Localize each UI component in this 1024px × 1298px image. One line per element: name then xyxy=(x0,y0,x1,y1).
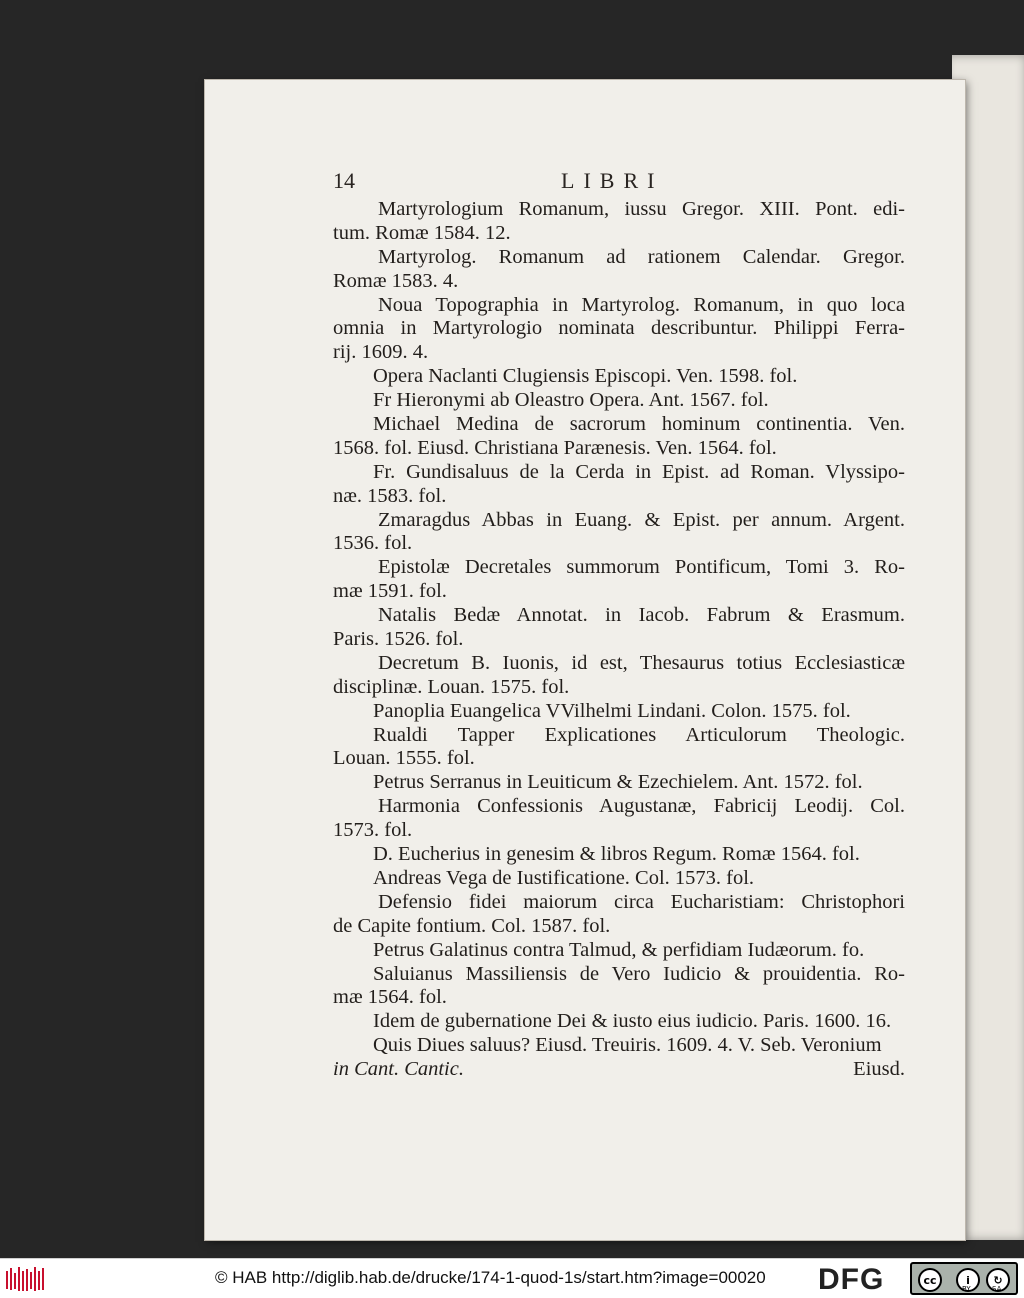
text-line: 1568. fol. Eiusd. Christiana Parænesis. Ven. 1564. fol. xyxy=(333,436,777,459)
book-page xyxy=(205,80,965,1240)
text-line: Michael Medina de sacrorum hominum continentia. Ven. xyxy=(373,413,905,436)
text-line: Opera Naclanti Clugiensis Episcopi. Ven. 1598. fol. xyxy=(373,365,798,388)
share-alike-icon: ↻ xyxy=(986,1268,1010,1292)
dfg-logo[interactable]: DFG xyxy=(818,1263,885,1296)
text-line: Fr Hieronymi ab Oleastro Opera. Ant. 1567. fol. xyxy=(373,389,769,412)
text-line: Harmonia Confessionis Augustanæ, Fabricij Leodij. Col. xyxy=(378,795,905,818)
text-line: de Capite fontium. Col. 1587. fol. xyxy=(333,914,611,937)
text-line: Petrus Serranus in Leuiticum & Ezechielem. Ant. 1572. fol. xyxy=(373,771,863,794)
text-line: Andreas Vega de Iustificatione. Col. 1573. fol. xyxy=(373,866,755,889)
text-line: Defensio fidei maiorum circa Eucharistiam: Christophori xyxy=(378,890,905,913)
page-header xyxy=(333,168,893,198)
text-line: Zmaragdus Abbas in Euang. & Epist. per annum. Argent. xyxy=(378,508,905,531)
page-number: 14 xyxy=(333,168,355,193)
running-head: LIBRI xyxy=(561,168,664,193)
text-line: Paris. 1526. fol. xyxy=(333,628,464,651)
text-line: Romæ 1583. 4. xyxy=(333,269,459,292)
text-line: mæ 1591. fol. xyxy=(333,580,447,603)
text-line: D. Eucherius in genesim & libros Regum. Romæ 1564. fol. xyxy=(373,843,860,866)
text-line: 1573. fol. xyxy=(333,819,413,842)
text-line: Fr. Gundisaluus de la Cerda in Epist. ad Roman. Vlyssipo- xyxy=(373,460,905,483)
text-line: Saluianus Massiliensis de Vero Iudicio & prouidentia. Ro- xyxy=(373,962,905,985)
sa-label: SA xyxy=(992,1285,1002,1293)
text-line: disciplinæ. Louan. 1575. fol. xyxy=(333,675,570,698)
text-line: Decretum B. Iuonis, id est, Thesaurus totius Ecclesiasticæ xyxy=(378,651,905,674)
footer-bar xyxy=(0,1258,1024,1298)
cc-icon xyxy=(918,1268,942,1292)
text-line: 1536. fol. xyxy=(333,532,413,555)
text-line: Panoplia Euangelica VVilhelmi Lindani. Colon. 1575. fol. xyxy=(373,699,851,722)
last-line xyxy=(333,1058,905,1082)
text-line: næ. 1583. fol. xyxy=(333,484,447,507)
by-label: BY xyxy=(962,1285,971,1293)
text-line: mæ 1564. fol. xyxy=(333,986,447,1009)
cc-text: cc xyxy=(923,1273,937,1287)
text-line: Martyrolog. Romanum ad rationem Calendar. Gregor. xyxy=(378,245,905,268)
text-line: Quis Diues saluus? Eiusd. Treuiris. 1609. 4. V. Seb. Veronium xyxy=(373,1034,882,1057)
text-line: Epistolæ Decretales summorum Pontificum, Tomi 3. Ro- xyxy=(378,556,905,579)
cc-license-badge[interactable] xyxy=(910,1262,1018,1295)
text-line: Martyrologium Romanum, iussu Gregor. XIII. Pont. edi- xyxy=(378,198,905,220)
text-line: Petrus Galatinus contra Talmud, & perfidiam Iudæorum. fo. xyxy=(373,938,865,961)
citation-link[interactable]: © HAB http://diglib.hab.de/drucke/174-1-quod-1s/start.htm?image=00020 xyxy=(215,1268,766,1287)
catchword: Eiusd. xyxy=(853,1058,905,1081)
attribution-icon: i xyxy=(956,1268,980,1292)
text-line: tum. Romæ 1584. 12. xyxy=(333,221,511,244)
text-line: Natalis Bedæ Annotat. in Iacob. Fabrum & Erasmum. xyxy=(378,604,905,627)
text-line: Noua Topographia in Martyrolog. Romanum, in quo loca xyxy=(378,293,905,316)
text-line: Louan. 1555. fol. xyxy=(333,747,475,770)
text-line: rij. 1609. 4. xyxy=(333,341,429,364)
text-line: omnia in Martyrologio nominata describuntur. Philippi Ferra- xyxy=(333,317,905,340)
last-line-text: in Cant. Cantic. xyxy=(333,1058,464,1081)
text-line: Idem de gubernatione Dei & iusto eius iudicio. Paris. 1600. 16. xyxy=(373,1010,892,1033)
text-block xyxy=(333,198,905,1082)
text-line: Rualdi Tapper Explicationes Articulorum Theologic. xyxy=(373,723,905,746)
hab-logo-icon[interactable] xyxy=(5,1265,47,1293)
